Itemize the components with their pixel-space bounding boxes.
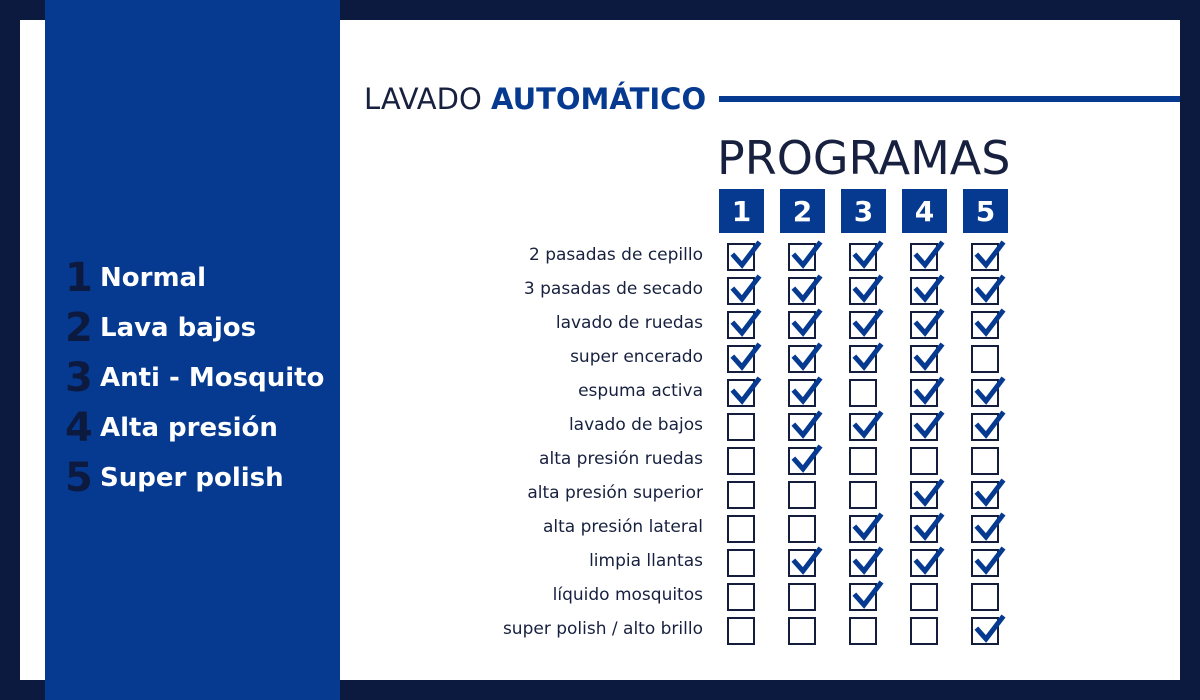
checkbox-checked	[971, 481, 999, 509]
page-title	[364, 81, 706, 117]
checkbox-checked	[788, 277, 816, 305]
checkmark-icon	[975, 615, 1003, 645]
legend-name: Super polish	[100, 463, 284, 493]
legend-name: Alta presión	[100, 413, 278, 443]
checkmark-icon	[853, 241, 881, 271]
checkmark-icon	[731, 241, 759, 271]
checkbox-unchecked	[727, 515, 755, 543]
checkbox-checked	[727, 311, 755, 339]
checkbox-checked	[910, 413, 938, 441]
checkmark-icon	[731, 343, 759, 373]
checkmark-icon	[792, 547, 820, 577]
checkmark-icon	[853, 411, 881, 441]
checkbox-unchecked	[727, 413, 755, 441]
checkbox-unchecked	[849, 481, 877, 509]
legend-number: 5	[65, 455, 93, 501]
feature-label: lavado de ruedas	[555, 313, 703, 333]
checkbox-checked	[849, 345, 877, 373]
checkmark-icon	[914, 275, 942, 305]
legend-item	[65, 353, 324, 403]
checkbox-checked	[910, 515, 938, 543]
feature-label: líquido mosquitos	[552, 585, 703, 605]
program-number-3: 3	[841, 189, 886, 233]
feature-label: alta presión lateral	[542, 517, 703, 537]
checkbox-checked	[971, 617, 999, 645]
checkbox-checked	[971, 243, 999, 271]
checkmark-icon	[792, 377, 820, 407]
checkbox-checked	[971, 311, 999, 339]
checkmark-icon	[975, 513, 1003, 543]
checkmark-icon	[853, 513, 881, 543]
checkbox-unchecked	[910, 447, 938, 475]
checkmark-icon	[853, 343, 881, 373]
checkbox-checked	[910, 481, 938, 509]
checkmark-icon	[792, 309, 820, 339]
program-number-5: 5	[963, 189, 1008, 233]
checkmark-icon	[914, 411, 942, 441]
checkmark-icon	[914, 547, 942, 577]
checkbox-checked	[971, 515, 999, 543]
checkbox-checked	[971, 413, 999, 441]
checkbox-checked	[971, 379, 999, 407]
checkbox-checked	[849, 515, 877, 543]
program-legend	[65, 253, 324, 503]
checkmark-icon	[792, 343, 820, 373]
title-rule	[719, 96, 1180, 102]
checkbox-unchecked	[727, 583, 755, 611]
legend-name: Anti - Mosquito	[100, 363, 325, 393]
checkmark-icon	[914, 241, 942, 271]
checkmark-icon	[975, 411, 1003, 441]
checkmark-icon	[731, 275, 759, 305]
checkbox-unchecked	[788, 515, 816, 543]
checkbox-checked	[849, 583, 877, 611]
checkbox-unchecked	[788, 617, 816, 645]
checkbox-unchecked	[727, 481, 755, 509]
checkmark-icon	[792, 241, 820, 271]
checkmark-icon	[792, 411, 820, 441]
checkbox-unchecked	[910, 617, 938, 645]
checkbox-unchecked	[788, 583, 816, 611]
feature-label: espuma activa	[578, 381, 703, 401]
checkbox-unchecked	[727, 617, 755, 645]
legend-number: 2	[65, 305, 93, 351]
checkmark-icon	[853, 581, 881, 611]
checkbox-checked	[910, 379, 938, 407]
checkmark-icon	[914, 479, 942, 509]
feature-label: alta presión ruedas	[539, 449, 703, 469]
checkmark-icon	[975, 377, 1003, 407]
checkbox-checked	[727, 379, 755, 407]
feature-label: alta presión superior	[527, 483, 703, 503]
legend-item	[65, 253, 324, 303]
checkbox-checked	[910, 345, 938, 373]
checkmark-icon	[914, 513, 942, 543]
checkbox-checked	[727, 345, 755, 373]
feature-label: super polish / alto brillo	[502, 619, 703, 639]
checkmark-icon	[975, 547, 1003, 577]
checkmark-icon	[731, 377, 759, 407]
checkmark-icon	[853, 309, 881, 339]
checkbox-checked	[849, 243, 877, 271]
legend-name: Lava bajos	[100, 313, 257, 343]
page-title-bold: AUTOMÁTICO	[491, 82, 707, 116]
legend-number: 3	[65, 355, 93, 401]
checkmark-icon	[975, 309, 1003, 339]
program-number-2: 2	[780, 189, 825, 233]
checkbox-unchecked	[849, 447, 877, 475]
checkbox-unchecked	[849, 617, 877, 645]
checkmark-icon	[853, 547, 881, 577]
checkbox-checked	[788, 243, 816, 271]
checkbox-checked	[971, 277, 999, 305]
checkmark-icon	[731, 309, 759, 339]
checkmark-icon	[975, 479, 1003, 509]
checkbox-checked	[788, 413, 816, 441]
checkbox-unchecked	[788, 481, 816, 509]
checkbox-checked	[788, 345, 816, 373]
checkbox-checked	[971, 549, 999, 577]
checkbox-unchecked	[910, 583, 938, 611]
checkmark-icon	[914, 377, 942, 407]
checkbox-checked	[727, 243, 755, 271]
legend-item	[65, 303, 324, 353]
checkbox-checked	[788, 379, 816, 407]
checkbox-checked	[910, 549, 938, 577]
legend-number: 1	[65, 255, 93, 301]
checkbox-unchecked	[727, 549, 755, 577]
feature-label: 3 pasadas de secado	[523, 279, 703, 299]
checkmark-icon	[792, 445, 820, 475]
checkmark-icon	[914, 343, 942, 373]
page-title-light: LAVADO	[364, 82, 492, 116]
checkmark-icon	[975, 241, 1003, 271]
checkmark-icon	[853, 275, 881, 305]
legend-number: 4	[65, 405, 93, 451]
program-number-1: 1	[719, 189, 764, 233]
programs-heading: PROGRAMAS	[717, 131, 1011, 185]
legend-item	[65, 403, 324, 453]
checkbox-checked	[788, 447, 816, 475]
checkmark-icon	[792, 275, 820, 305]
legend-item	[65, 453, 324, 503]
checkbox-unchecked	[727, 447, 755, 475]
sidebar	[45, 0, 340, 700]
checkbox-checked	[727, 277, 755, 305]
checkbox-checked	[788, 311, 816, 339]
checkbox-unchecked	[971, 345, 999, 373]
checkbox-checked	[849, 413, 877, 441]
feature-label: limpia llantas	[589, 551, 703, 571]
checkbox-checked	[849, 277, 877, 305]
checkbox-checked	[910, 311, 938, 339]
checkbox-checked	[849, 549, 877, 577]
checkbox-checked	[910, 243, 938, 271]
checkbox-checked	[910, 277, 938, 305]
feature-label: 2 pasadas de cepillo	[529, 245, 703, 265]
checkmark-icon	[975, 275, 1003, 305]
checkmark-icon	[914, 309, 942, 339]
program-number-4: 4	[902, 189, 947, 233]
legend-name: Normal	[100, 263, 206, 293]
checkbox-unchecked	[971, 447, 999, 475]
checkbox-unchecked	[849, 379, 877, 407]
checkbox-unchecked	[971, 583, 999, 611]
checkbox-checked	[849, 311, 877, 339]
feature-label: super encerado	[570, 347, 703, 367]
feature-label: lavado de bajos	[568, 415, 703, 435]
checkbox-checked	[788, 549, 816, 577]
